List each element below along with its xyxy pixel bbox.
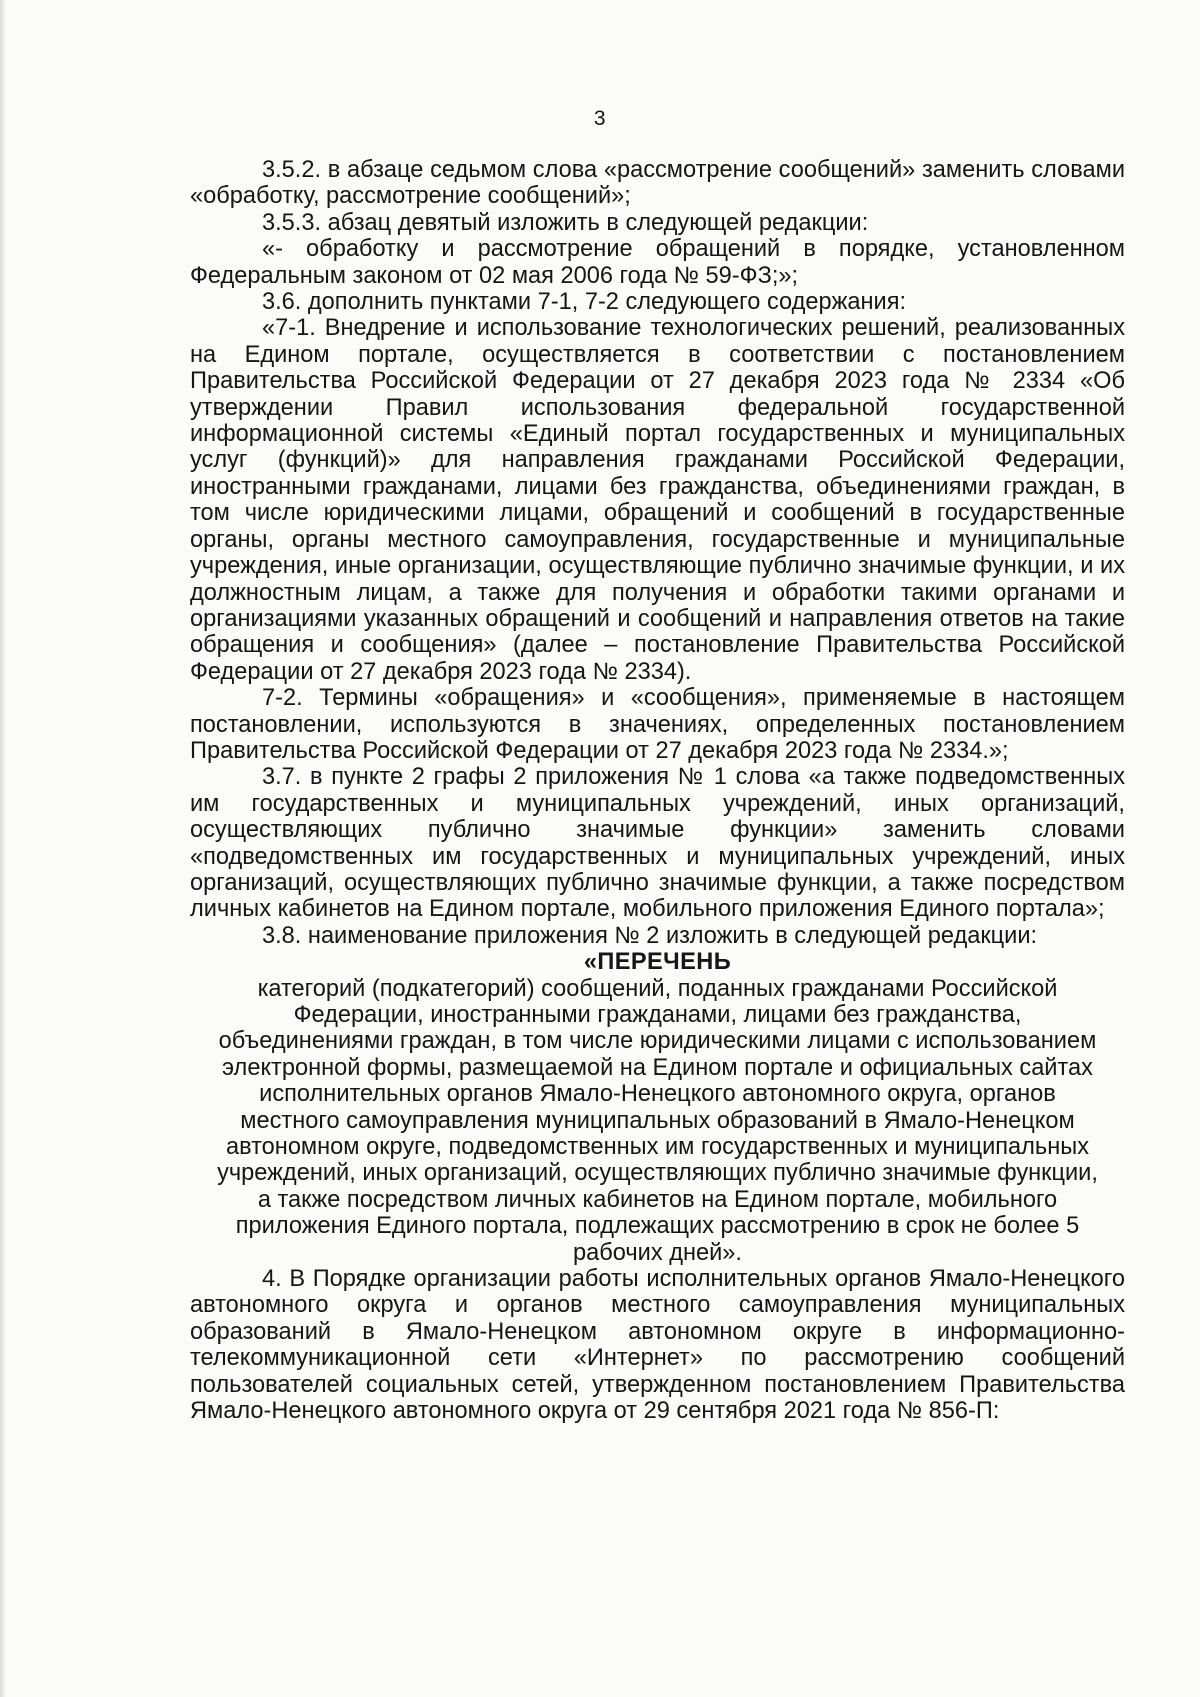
document-body xyxy=(190,157,1125,1425)
list-subtitle: категорий (подкатегорий) сообщений, поданных гражданами Российской Федерации, иностранными гражданами, лицами без гражданства, объединениями граждан, в том числе юридическими лицами с использованием электронной формы, размещаемой на Едином портале и официальных сайтах исполнительных органов Ямало-Ненецкого автономного округа, органов местного самоуправления муниципальных образований в Ямало-Ненецком автономном округе, подведомственных им государственных и муниципальных учреждений, иных организаций, осуществляющих публично значимые функции, а также посредством личных кабинетов на Едином портале, мобильного приложения Единого портала, подлежащих рассмотрению в срок не более 5 рабочих дней». xyxy=(217,975,1098,1266)
paragraph-3-7: 3.7. в пункте 2 графы 2 приложения № 1 слова «а также подведомственных им государственных и муниципальных учреждений, иных организаций, осуществляющих публично значимые функции» заменить словами «подведомственных им государственных и муниципальных учреждений, иных организаций, осуществляющих публично значимые функции, а также посредством личных кабинетов на Едином портале, мобильного приложения Единого портала»; xyxy=(190,764,1125,923)
paragraph-3-8: 3.8. наименование приложения № 2 изложить в следующей редакции: xyxy=(262,922,1038,949)
page-edge xyxy=(0,0,6,1697)
list-title: «ПЕРЕЧЕНЬ xyxy=(583,949,732,976)
paragraph-3-5-2: 3.5.2. в абзаце седьмом слова «рассмотрение сообщений» заменить словами «обработку, рассмотрение сообщений»; xyxy=(190,157,1125,210)
paragraph-4: 4. В Порядке организации работы исполнительных органов Ямало-Ненецкого автономного округа и органов местного самоуправления муниципальных образований в Ямало-Ненецком автономном округе в информационно-телекоммуникационной сети «Интернет» по рассмотрению сообщений пользователей социальных сетей, утвержденном постановлением Правительства Ямало-Ненецкого автономного округа от 29 сентября 2021 года № 856-П: xyxy=(190,1266,1125,1425)
paragraph-3-5-3: 3.5.3. абзац девятый изложить в следующей редакции: xyxy=(262,209,869,236)
paragraph-7-1: «7-1. Внедрение и использование технологических решений, реализованных на Едином портале, осуществляется в соответствии с постановлением Правительства Российской Федерации от 27 декабря 2023 года № 2334 «Об утверждении Правил использования федеральной государственной информационной системы «Единый портал государственных и муниципальных услуг (функций)» для направления гражданами Российской Федерации, иностранными гражданами, лицами без гражданства, объединениями граждан, в том числе юридическими лицами, обращений и сообщений в государственные органы, органы местного самоуправления, государственные и муниципальные учреждения, иные организации, осуществляющие публично значимые функции, и их должностным лицам, а также для получения и обработки такими органами и организациями указанных обращений и сообщений и направления ответов на такие обращения и сообщения» (далее – постановление Правительства Российской Федерации от 27 декабря 2023 года № 2334). xyxy=(190,315,1125,685)
paragraph-7-2: 7-2. Термины «обращения» и «сообщения», применяемые в настоящем постановлении, используются в значениях, определенных постановлением Правительства Российской Федерации от 27 декабря 2023 года № 2334.»; xyxy=(190,685,1125,764)
list-heading-block xyxy=(190,949,1125,1266)
paragraph-3-6: 3.6. дополнить пунктами 7-1, 7-2 следующего содержания: xyxy=(262,289,907,316)
page-number: 3 xyxy=(593,107,607,130)
paragraph-3-5-3-text: «- обработку и рассмотрение обращений в порядке, установленном Федеральным законом от 02 мая 2006 года № 59-ФЗ;»; xyxy=(190,236,1125,289)
